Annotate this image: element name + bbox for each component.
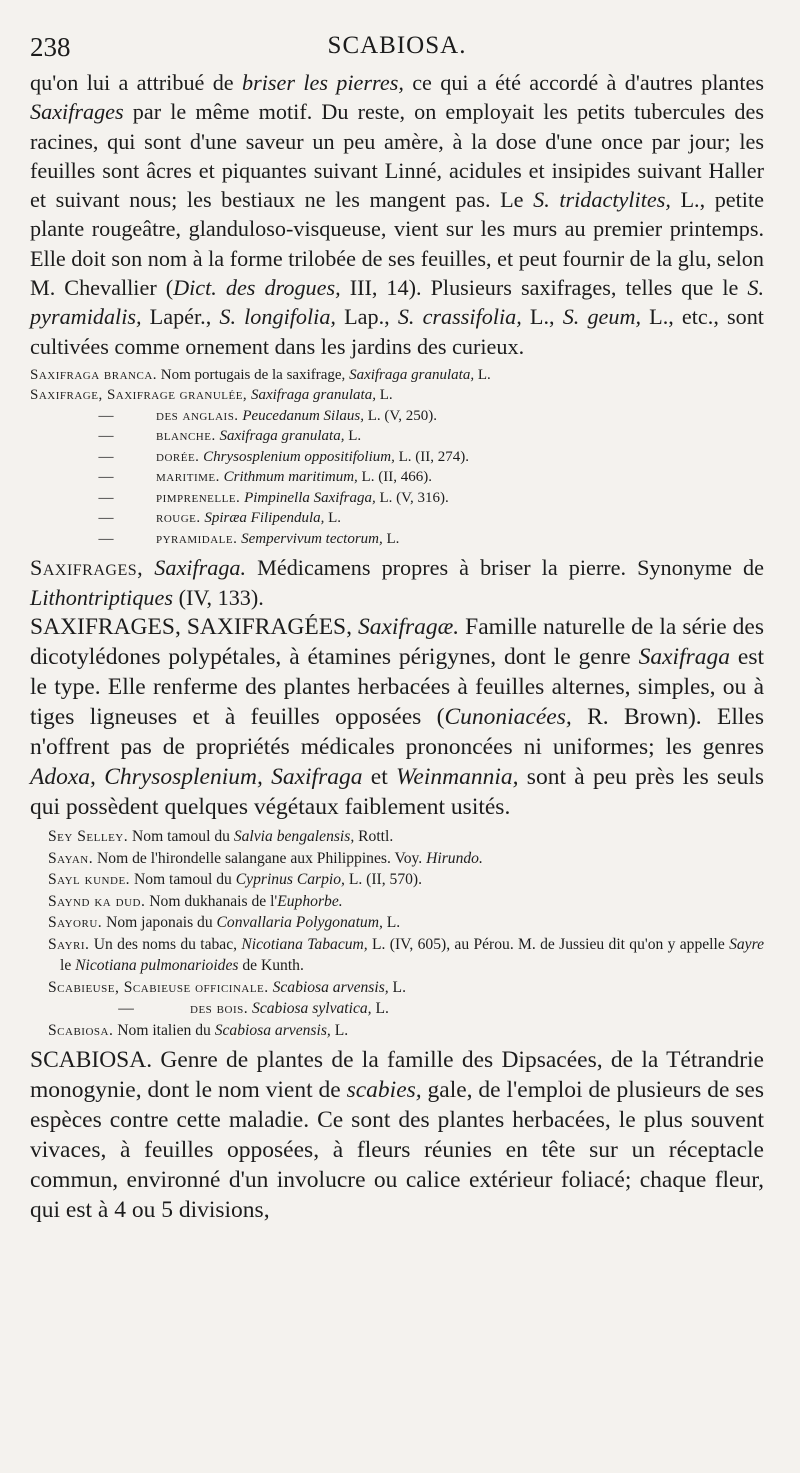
page-header: [30, 28, 764, 68]
entry-sayan: Sayan. Nom de l'hirondelle salangane aux Philippines. Voy. Hirundo.: [48, 849, 483, 867]
entry-saxifrage-granulee: Saxifrage, Saxifrage granulée, Saxifraga granulata, L.: [30, 387, 393, 404]
entry-saxifraga-branca: Saxifraga branca. Nom portugais de la saxifrage, Saxifraga granulata, L.: [30, 366, 491, 383]
entry-sayri: Sayri. Un des noms du tabac, Nicotiana Tabacum, L. (IV, 605), au Pérou. M. de Jussieu dit qu'on y appelle Sayre le Nicotiana pulmonarioides de Kunth.: [48, 935, 764, 975]
sub-entry: — des anglais. Peucedanum Silaus, L. (V, 250).: [98, 407, 438, 424]
entry-scabiosa-genus: SCABIOSA. Genre de plantes de la famille des Dipsacées, de la Tétrandrie monogynie, dont le nom vient de scabies, gale, de l'emploi de plusieurs de ses espèces contre cette maladie. Ce sont des plantes herbacées, le plus souvent vivaces, à feuilles opposées, à fleurs réunies en tête sur un réceptacle commun, environné d'un involucre ou calice extérieur foliacé; chaque fleur, qui est à 4 ou 5 divisions,: [30, 1047, 764, 1224]
sub-entry: — dorée. Chrysosplenium oppositifolium, L. (II, 274).: [98, 448, 470, 465]
entry-saxifragees-family: SAXIFRAGES, SAXIFRAGÉES, Saxifragæ. Famille naturelle de la série des dicotylédones polypétales, à étamines périgynes, dont le genre Saxifraga est le type. Elle renferme des plantes herbacées à feuilles alternes, simples, ou à tiges ligneuses et à feuilles opposées (Cunoniacées, R. Brown). Elles n'offrent pas de propriétés médicales prononcées ni uniformes; les genres Adoxa, Chrysosplenium, Saxifraga et Weinmannia, sont à peu près les seuls qui possèdent quelques végétaux faiblement usités.: [30, 614, 765, 821]
sub-entry: — pyramidale. Sempervivum tectorum, L.: [98, 530, 400, 547]
running-head: SCABIOSA.: [327, 32, 467, 59]
entry-scabieuse: Scabieuse, Scabieuse officinale. Scabiosa arvensis, L.: [48, 978, 406, 996]
entry-sey-selley: Sey Selley. Nom tamoul du Salvia bengalensis, Rottl.: [48, 828, 394, 846]
page-number: 238: [30, 32, 71, 62]
sub-entry: — pimprenelle. Pimpinella Saxifraga, L. (V, 316).: [98, 489, 449, 506]
sub-entry: — rouge. Spiræa Filipendula, L.: [98, 510, 342, 527]
entry-saynd-ka-dud: Saynd ka dud. Nom dukhanais de l'Euphorbe.: [48, 892, 343, 910]
small-entries: [30, 826, 764, 1041]
paragraph-saxifraga-end: qu'on lui a attribué de briser les pierres, ce qui a été accordé à d'autres plantes Saxifrages par le même motif. Du reste, on employait les petits tubercules des racines, qui sont d'une saveur un peu amère, à la dose d'une once par jour; les feuilles sont âcres et piquantes suivant Linné, acidules et insipides suivant Haller et suivant nous; les bestiaux ne les mangent pas. Le S. tridactylites, L., petite plante rougeâtre, glanduloso-visqueuse, vient sur les murs au premier printemps. Elle doit son nom à la forme trilobée de ses feuilles, et peut fournir de la glu, selon M. Chevallier (Dict. des drogues, III, 14). Plusieurs saxifrages, telles que le S. pyramidalis, Lapér., S. longifolia, Lap., S. crassifolia, L., S. geum, L., etc., sont cultivées comme ornement dans les jardins des curieux.: [30, 70, 764, 359]
entry-scabieuse-des-bois: — des bois. Scabiosa sylvatica, L.: [118, 1000, 389, 1018]
sub-entry: — maritime. Crithmum maritimum, L. (II, 466).: [98, 469, 432, 486]
entry-sayoru: Sayoru. Nom japonais du Convallaria Polygonatum, L.: [48, 914, 401, 932]
saxifrage-synonym-list: [30, 365, 764, 550]
entry-sayl-kunde: Sayl kunde. Nom tamoul du Cyprinus Carpio, L. (II, 570).: [48, 871, 422, 889]
entry-saxifrages: Saxifrages, Saxifraga. Médicamens propres à briser la pierre. Synonyme de Lithontriptiques (IV, 133).: [30, 555, 764, 610]
sub-entry: — blanche. Saxifraga granulata, L.: [98, 428, 362, 445]
entry-scabiosa-italien: Scabiosa. Nom italien du Scabiosa arvensis, L.: [48, 1021, 349, 1039]
